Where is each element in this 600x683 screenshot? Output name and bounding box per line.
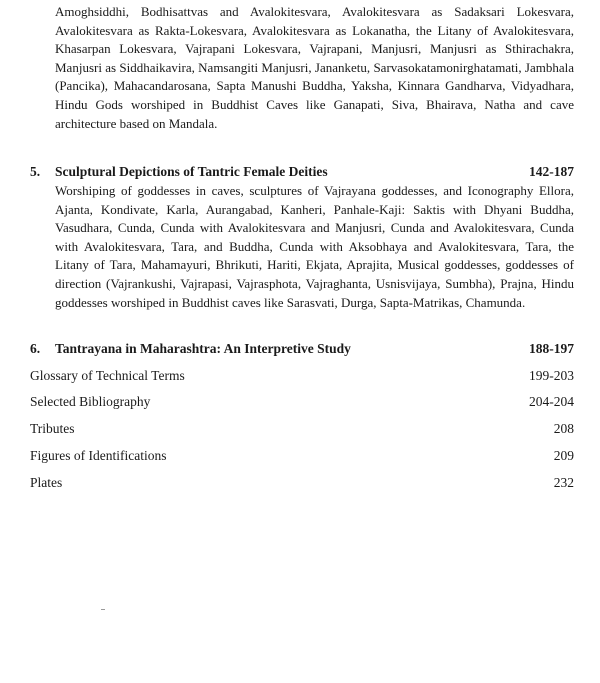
chapter-number: 6. xyxy=(30,341,41,356)
entry-page-number: 232 xyxy=(553,475,574,490)
entry-label: Tributes xyxy=(30,421,75,436)
entry-label: Plates xyxy=(30,475,63,490)
chapter-number: 5. xyxy=(30,164,41,179)
chapter-4-description-continuation: Amoghsiddhi, Bodhisattvas and Avalokitesvara, Avalokitesvara as Sadaksari Lokesvara, Avalokitesvara as Rakta-Lokesvara, Avalokitesvara as Lokanatha, the Litany of Avalokitesvara, Khasarpan Lokesvara, Vajrapani Lokesvara, Vajrapani, Manjusri, Manjusri as Sthirachakra, Manjusri as Siddhaikavira, Namsangiti Manjusri, Jananketu, Sarvasokatamonirghatamati, Jambhala (Pancika), Mahacandarosana, Sapta Manushi Buddha, Yaksha, Kinnara Gandharva, Vidyadhara, Hindu Gods worshiped in Buddhist Caves like Ganapati, Siva, Bhairava, Natha and cave architecture based on Mandala. xyxy=(55,4,574,131)
entry-page-number: 209 xyxy=(553,448,574,463)
chapter-page-range: 188-197 xyxy=(529,341,574,356)
entry-label: Selected Bibliography xyxy=(30,394,151,409)
chapter-title: Sculptural Depictions of Tantric Female Deities xyxy=(55,164,328,179)
toc-entry-glossary xyxy=(30,368,574,388)
chapter-page-range: 142-187 xyxy=(529,164,574,179)
toc-chapter-6 xyxy=(30,341,574,361)
toc-entry-tributes xyxy=(30,421,574,441)
entry-label: Glossary of Technical Terms xyxy=(30,368,185,383)
entry-page-range: 199-203 xyxy=(529,368,574,383)
toc-entry-bibliography xyxy=(30,394,574,414)
entry-page-range: 204-204 xyxy=(529,394,574,409)
chapter-5-description: Worshiping of goddesses in caves, sculptures of Vajrayana goddesses, and Iconography Ellora, Ajanta, Kondivate, Karla, Aurangabad, Kanheri, Panhale-Kaji: Saktis with Dhyani Buddha, Vasudhara, Cunda, Cunda with Avalokitesvara and Manjusri, Cunda and Avalokitesvara, Cunda with Avalokitesvara, Tara, and Buddha, Cunda with Aksobhaya and Avalokitesvara, Tara, the Litany of Tara, Mahamayuri, Bhrikuti, Hariti, Ekjata, Aprajita, Musical goddesses, goddesses of direction (Vajrankushi, Vajrapasi, Vajrasphota, Vajraghanta, Usnisvijaya, Sumbha), Prajna, Hindu goddesses worshiped in Buddhist caves like Sarasvati, Durga, Sapta-Matrikas, Chamunda. xyxy=(55,183,574,310)
toc-entry-figures xyxy=(30,448,574,468)
toc-entry-plates xyxy=(30,475,574,495)
toc-chapter-5 xyxy=(30,164,574,184)
chapter-title: Tantrayana in Maharashtra: An Interpretive Study xyxy=(55,341,351,356)
scan-speck xyxy=(101,609,105,610)
entry-label: Figures of Identifications xyxy=(30,448,167,463)
entry-page-number: 208 xyxy=(553,421,574,436)
